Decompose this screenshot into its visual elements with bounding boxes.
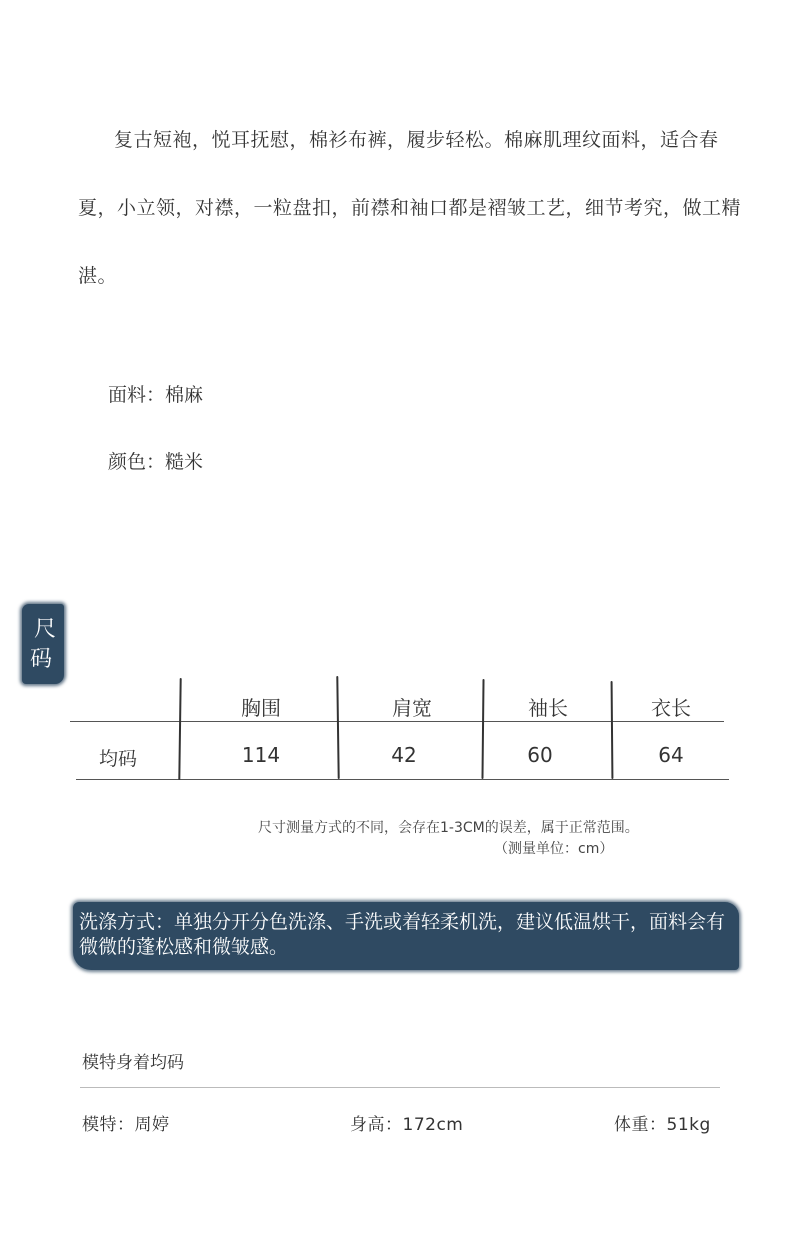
value-shoulder: 42 <box>391 743 417 767</box>
header-shoulder: 肩宽 <box>392 696 432 720</box>
table-column-divider <box>481 679 484 779</box>
table-column-divider <box>611 681 614 779</box>
row-label-one-size: 均码 <box>98 748 137 770</box>
washing-instructions-text: 洗涤方式：单独分开分色洗涤、手洗或着轻柔机洗，建议低温烘干，面料会有微微的蓬松感和微皱感。 <box>79 911 726 958</box>
header-sleeve: 袖长 <box>528 696 568 720</box>
size-badge-char-1: 尺 <box>34 617 57 642</box>
table-column-divider <box>336 676 339 779</box>
material-spec: 面料：棉麻 <box>108 384 204 406</box>
table-column-divider <box>178 678 181 780</box>
color-spec: 颜色：糙米 <box>108 451 204 473</box>
value-sleeve: 60 <box>527 743 553 767</box>
value-length: 64 <box>658 743 684 767</box>
size-note-unit: （测量单位：cm） <box>494 841 614 857</box>
product-description: 复古短袍，悦耳抚慰，棉衫布裤，履步轻松。棉麻肌理纹面料，适合春夏，小立领，对襟，一粒盘扣，前襟和袖口都是褶皱工艺，细节考究，做工精湛。 <box>78 129 742 287</box>
size-measurement-note <box>258 818 639 860</box>
value-chest: 114 <box>241 743 281 767</box>
size-section-badge <box>22 604 64 684</box>
size-badge-char-2: 码 <box>30 647 53 672</box>
size-note-text: 尺寸测量方式的不同，会存在1-3CM的误差，属于正常范围。 <box>258 820 639 836</box>
header-length: 衣长 <box>651 696 691 720</box>
washing-instructions-banner <box>73 902 739 970</box>
model-section-title: 模特身着均码 <box>82 1053 184 1073</box>
table-bottom-border <box>76 779 729 780</box>
model-weight: 体重：51kg <box>614 1115 711 1135</box>
table-header-divider <box>70 721 724 722</box>
model-height: 身高：172cm <box>350 1115 464 1135</box>
header-chest: 胸围 <box>241 696 281 720</box>
model-section-divider <box>80 1087 720 1088</box>
model-name: 模特：周婷 <box>82 1115 170 1135</box>
